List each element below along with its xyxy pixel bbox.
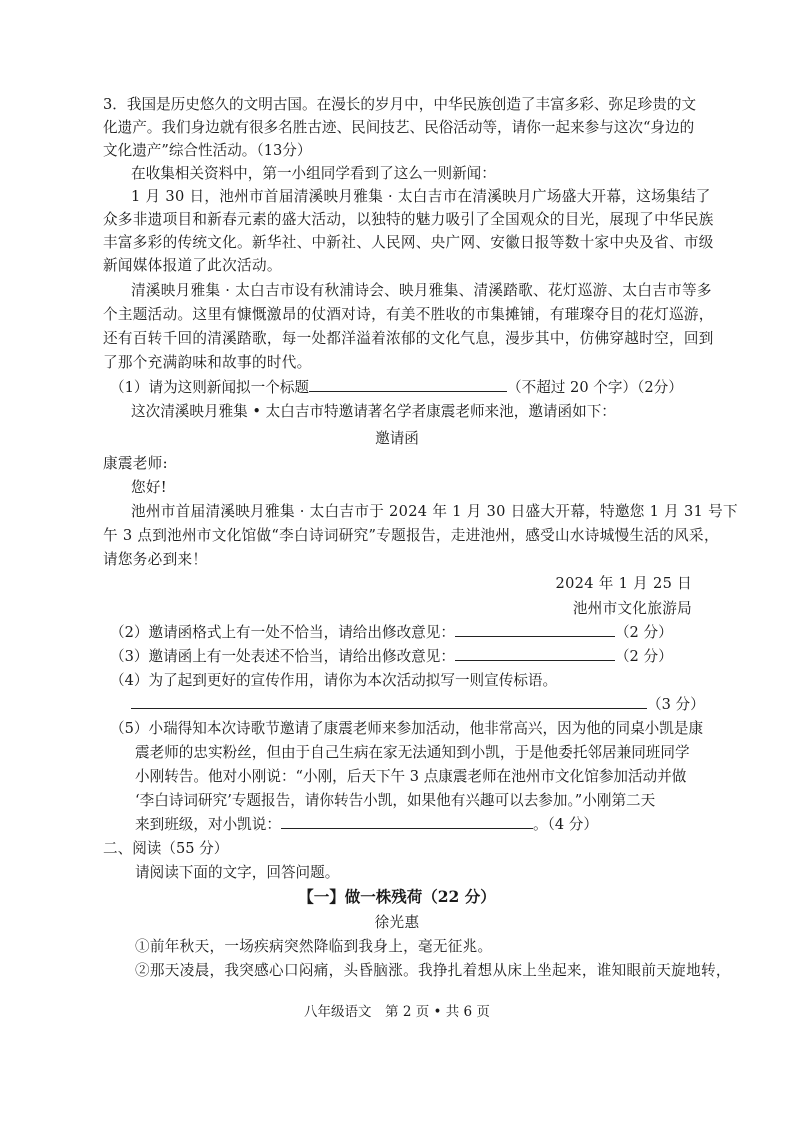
answer-blank-3[interactable] [455,646,615,661]
sub-question-5-line: 小刚转告。他对小刚说：“小刚，后天下午 3 点康震老师在池州市文化馆参加活动并做 [135,768,687,785]
sub-question-1-text: （1）请为这则新闻拟一个标题 [110,379,310,396]
passage-title: 【一】做一株残荷（22 分） [298,887,496,906]
sub-question-1 [110,377,683,399]
sub-question-2-points: （2 分） [614,624,673,641]
news-line: 众多非遗项目和新春元素的盛大活动，以独特的魅力吸引了全国观众的目光，展现了中华民族 [103,211,714,228]
sub-question-5-line: 震老师的忠实粉丝，但由于自己生病在家无法通知到小凯，于是他委托邻居兼同班同学 [135,744,690,761]
news-line: 清溪映月雅集 · 太白吉市设有秋浦诗会、映月雅集、清溪踏歌、花灯巡游、太白吉市等多 [131,282,712,299]
letter-salutation: 康震老师: [103,455,168,472]
section-2-instruction: 请阅读下面的文字，回答问题。 [135,864,340,881]
sub-question-5-last-line [135,814,598,836]
sub-question-1-points: （不超过 20 个字）（2分） [507,379,683,396]
q3-intro-line-3: 文化遗产”综合性活动。（13分） [103,142,312,159]
sub-question-5-text: 来到班级，对小凯说： [135,816,281,833]
sub-question-5-line: ‘李白诗词研究’专题报告，请你转告小凯，如果他有兴趣可以去参加。”小刚第二天 [135,792,656,809]
sub-question-3-text: （3）邀请函上有一处表述不恰当，请给出修改意见： [110,648,455,665]
letter-date: 2024 年 1 月 25 日 [555,575,692,592]
letter-heading: 邀请函 [375,430,419,447]
sub-question-4-answer-row [131,694,705,716]
q3-intro-line-1: 3．我国是历史悠久的文明古国。在漫长的岁月中，中华民族创造了丰富多彩、弥足珍贵的文 [103,96,697,113]
news-line: 丰富多彩的传统文化。新华社、中新社、人民网、央广网、安徽日报等数十家中央及省、市级 [103,234,714,251]
answer-blank-4[interactable] [131,694,647,709]
passage-paragraph: ①前年秋天，一场疾病突然降临到我身上，毫无征兆。 [135,938,493,955]
news-line: 1 月 30 日，池州市首届清溪映月雅集 · 太白吉市在清溪映月广场盛大开幕，这场集结了 [131,188,711,205]
sub-question-4: （4）为了起到更好的宣传作用，请你为本次活动拟写一则宣传标语。 [110,672,558,689]
news-line: 新闻媒体报道了此次活动。 [103,257,282,274]
letter-signer: 池州市文化旅游局 [572,600,692,617]
letter-body-line: 池州市首届清溪映月雅集 · 太白吉市于 2024 年 1 月 30 日盛大开幕，特邀您 1 月 31 号下 [131,503,738,520]
news-line: 还有百转千回的清溪踏歌，每一处都洋溢着浓郁的文化气息，漫步其中，仿佛穿越时空，回到 [103,330,714,347]
news-line: 了那个充满韵味和故事的时代。 [103,354,312,371]
sub-question-2 [110,622,673,644]
passage-paragraph: ②那天凌晨，我突感心口闷痛，头昏脑涨。我挣扎着想从床上坐起来，谁知眼前天旋地转， [135,962,731,979]
q3-intro-line-2: 化遗产。我们身边就有很多名胜古迹、民间技艺、民俗活动等，请你一起来参与这次“身边的 [103,119,695,136]
section-2-heading: 二、阅读（55 分） [103,840,229,857]
sub-question-2-text: （2）邀请函格式上有一处不恰当，请给出修改意见： [110,624,455,641]
letter-body-line: 午 3 点到池州市文化馆做“李白诗词研究”专题报告，走进池州，感受山水诗城慢生活的风采， [103,527,719,544]
letter-greeting: 您好! [131,479,167,496]
sub-question-4-points: （3 分） [647,696,705,713]
sub-question-3 [110,646,673,668]
letter-body-line: 请您务必到来！ [103,551,208,568]
news-line: 个主题活动。这里有慷慨激昂的仗酒对诗，有美不胜收的市集摊铺，有璀璨夺目的花灯巡游， [103,306,714,323]
answer-blank-5[interactable] [281,814,533,829]
sub-question-3-points: （2 分） [614,648,673,665]
answer-blank-2[interactable] [455,622,615,637]
q3-lead-text: 在收集相关资料中，第一小组同学看到了这么一则新闻： [131,165,496,182]
page-footer: 八年级语文 第 2 页 • 共 6 页 [304,1004,490,1020]
sub-question-5-points: 。（4 分） [532,816,598,833]
invite-lead-text: 这次清溪映月雅集 • 太白吉市特邀请著名学者康震老师来池，邀请函如下： [131,403,616,420]
passage-author: 徐光惠 [374,914,420,931]
answer-blank-1[interactable] [309,377,507,392]
sub-question-5-line: （5）小瑞得知本次诗歌节邀请了康震老师来参加活动，他非常高兴，因为他的同桌小凯是康 [110,720,704,737]
